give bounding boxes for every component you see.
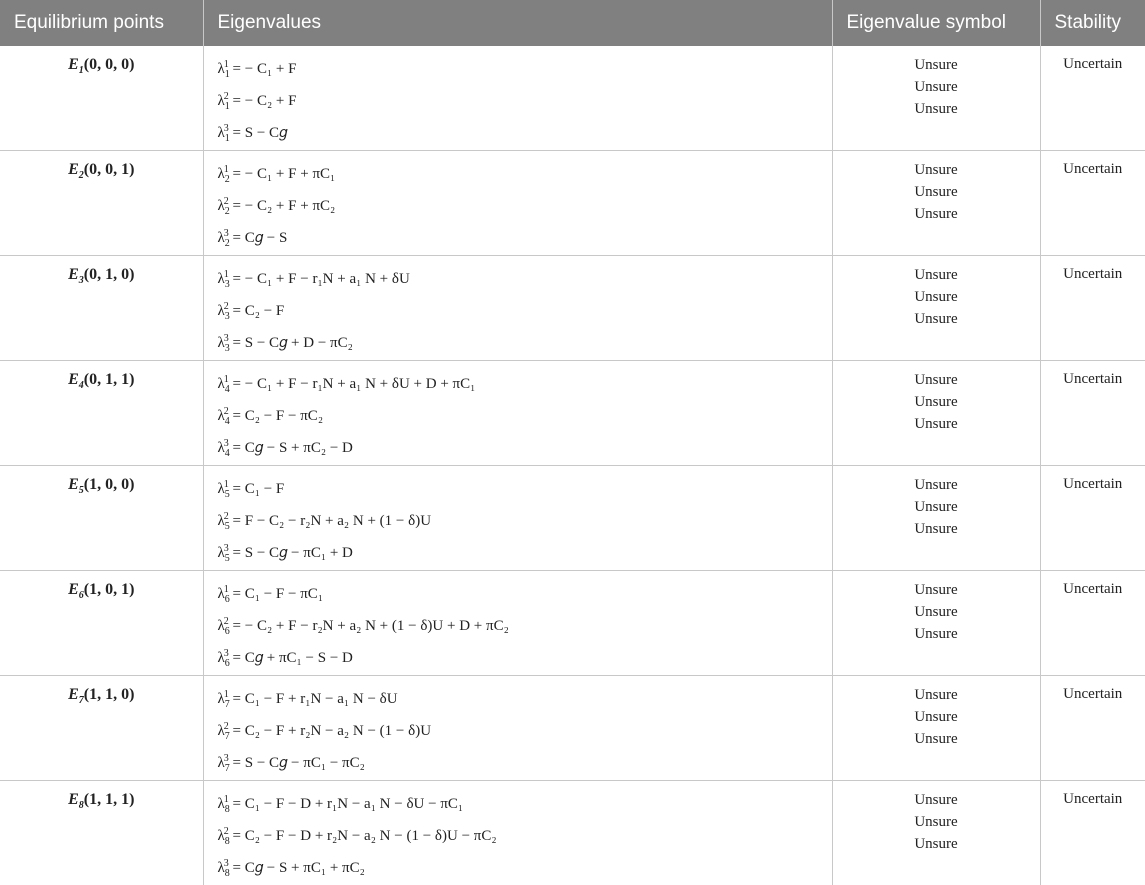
eigenvalue-symbol: Unsure	[833, 728, 1040, 750]
table-row	[0, 46, 1145, 151]
lambda-subscript: 6	[225, 626, 230, 637]
eigenvalue-symbol: Unsure	[833, 518, 1040, 540]
stability-cell: Uncertain	[1040, 151, 1145, 256]
point-letter: E	[68, 266, 79, 283]
eigenvalue-expression: = C₁ − F + r₁N − a₁ N − δU	[229, 691, 398, 707]
point-coordinates: (0, 1, 1)	[84, 371, 135, 388]
equilibrium-point	[0, 256, 203, 361]
eigenvalue-line: $\lambda_5^2 = F - C_2 - r_2N + a_2$ N + (1 − δ)U	[218, 506, 832, 538]
lambda-superscript: 2	[224, 301, 229, 312]
eigenvalue-symbol-cell	[832, 256, 1040, 361]
point-subscript: 1	[79, 65, 84, 76]
lambda-superscript: 3	[224, 123, 229, 134]
eigenvalue-line: $\lambda_2^1$ = − C₁ + F + πC₁	[218, 159, 832, 191]
eigenvalue-expression: = C𝑔 + πC₁ − S − D	[229, 650, 353, 666]
stability-cell: Uncertain	[1040, 781, 1145, 885]
lambda-subscript: 6	[225, 658, 230, 669]
point-coordinates: (0, 1, 0)	[84, 266, 135, 283]
lambda-superscript: 2	[224, 721, 229, 732]
point-subscript: 7	[79, 695, 84, 706]
lambda-superscript: 2	[224, 406, 229, 417]
table-row	[0, 676, 1145, 781]
eigenvalues-cell	[203, 571, 832, 676]
eigenvalue-line: $\lambda_6^3$ = C𝑔 + πC₁ − S − D	[218, 643, 832, 675]
eigenvalue-symbol: Unsure	[833, 579, 1040, 601]
eigenvalue-line: $\lambda_4^1$ = − C₁ + F − r₁N + a₁ N + δU + D + πC₁	[218, 369, 832, 401]
point-coordinates: (1, 1, 0)	[84, 686, 135, 703]
eigenvalue-expression: = C₂ − F − πC₂	[229, 408, 323, 424]
point-coordinates: (1, 0, 0)	[84, 476, 135, 493]
lambda-subscript: 2	[225, 174, 230, 185]
header-stability: Stability	[1040, 0, 1145, 46]
eigenvalue-expression: = − C₁ + F − r₁N + a₁ N + δU + D + πC₁	[229, 376, 476, 392]
eigenvalue-expression: = C₂ − F − D + r₂N − a₂ N − (1 − δ)U − πC₂	[229, 828, 497, 844]
eigenvalue-expression: = S − C𝑔 − πC₁ − πC₂	[229, 755, 365, 771]
equilibrium-point	[0, 151, 203, 256]
lambda-superscript: 3	[224, 333, 229, 344]
eigenvalue-symbol: Unsure	[833, 601, 1040, 623]
lambda-superscript: 1	[224, 584, 229, 595]
equilibrium-point	[0, 361, 203, 466]
eigenvalue-line: $\lambda_6^1 = C_1 - F - \pi C_1$	[218, 579, 832, 611]
table-row	[0, 151, 1145, 256]
eigenvalue-symbol-cell	[832, 151, 1040, 256]
lambda-superscript: 3	[224, 648, 229, 659]
eigenvalue-symbol: Unsure	[833, 833, 1040, 855]
eigenvalue-expression: = C₁ − F − πC₁	[229, 586, 323, 602]
lambda-subscript: 1	[225, 133, 230, 144]
lambda-superscript: 3	[224, 543, 229, 554]
lambda-subscript: 4	[225, 384, 230, 395]
eigenvalue-line: $\lambda_1^3 = S$ − C𝑔	[218, 118, 832, 150]
point-letter: E	[68, 791, 79, 808]
eigenvalue-symbol: Unsure	[833, 286, 1040, 308]
header-row	[0, 0, 1145, 46]
eigenvalue-expression: = C𝑔 − S + πC₁ + πC₂	[229, 860, 365, 876]
eigenvalue-line: $\lambda_4^3$ = C𝑔 − S + πC₂ − D	[218, 433, 832, 465]
eigenvalue-symbol: Unsure	[833, 706, 1040, 728]
point-letter: E	[68, 161, 79, 178]
point-letter: E	[68, 686, 79, 703]
eigenvalue-symbol: Unsure	[833, 98, 1040, 120]
point-coordinates: (0, 0, 0)	[84, 56, 135, 73]
eigenvalue-expression: = − C₂ + F + πC₂	[229, 198, 335, 214]
eigenvalue-symbol-cell	[832, 46, 1040, 151]
lambda-superscript: 2	[224, 196, 229, 207]
eigenvalues-cell	[203, 676, 832, 781]
lambda-subscript: 8	[225, 804, 230, 815]
table-row	[0, 361, 1145, 466]
equilibrium-point	[0, 466, 203, 571]
eigenvalue-line: $\lambda_6^2$ = − C₂ + F − r₂N + a₂ N + (1 − δ)U + D + πC₂	[218, 611, 832, 643]
eigenvalue-symbol: Unsure	[833, 264, 1040, 286]
lambda-subscript: 2	[225, 238, 230, 249]
table-row	[0, 256, 1145, 361]
header-eigenvalues: Eigenvalues	[203, 0, 832, 46]
lambda-superscript: 1	[224, 689, 229, 700]
lambda-subscript: 8	[225, 868, 230, 879]
eigenvalue-expression: = C𝑔 − S + πC₂ − D	[229, 440, 353, 456]
lambda-superscript: 1	[224, 794, 229, 805]
stability-cell: Uncertain	[1040, 466, 1145, 571]
eigenvalue-symbol: Unsure	[833, 181, 1040, 203]
lambda-superscript: 2	[224, 91, 229, 102]
eigenvalue-line: $\lambda_7^2 = C_2 - F + r_2N - a_2$ N − (1 − δ)U	[218, 716, 832, 748]
eigenvalue-line: $\lambda_2^2$ = − C₂ + F + πC₂	[218, 191, 832, 223]
eigenvalue-symbol-cell	[832, 466, 1040, 571]
eigenvalue-expression: = S − C𝑔 + D − πC₂	[229, 335, 353, 351]
header-eigenvalue-symbol: Eigenvalue symbol	[832, 0, 1040, 46]
eigenvalue-line: $\lambda_7^3 = S$ − C𝑔 − πC₁ − πC₂	[218, 748, 832, 780]
eigenvalue-expression: = C₁ − F − D + r₁N − a₁ N − δU − πC₁	[229, 796, 463, 812]
stability-cell: Uncertain	[1040, 676, 1145, 781]
eigenvalue-line: $\lambda_1^1$ = − C₁ + F	[218, 54, 832, 86]
point-coordinates: (0, 0, 1)	[84, 161, 135, 178]
eigenvalue-expression: = S − C𝑔	[229, 125, 288, 141]
stability-cell: Uncertain	[1040, 256, 1145, 361]
point-subscript: 6	[79, 590, 84, 601]
eigenvalue-symbol: Unsure	[833, 474, 1040, 496]
lambda-subscript: 4	[225, 448, 230, 459]
point-subscript: 5	[79, 485, 84, 496]
eigenvalue-expression: = S − C𝑔 − πC₁ + D	[229, 545, 353, 561]
point-letter: E	[68, 476, 79, 493]
lambda-subscript: 8	[225, 836, 230, 847]
eigenvalue-expression: = − C₂ + F − r₂N + a₂ N + (1 − δ)U + D + πC₂	[229, 618, 509, 634]
equilibrium-point	[0, 46, 203, 151]
eigenvalue-symbol-cell	[832, 361, 1040, 466]
eigenvalue-symbol: Unsure	[833, 54, 1040, 76]
eigenvalue-line: $\lambda_5^3 = S$ − C𝑔 − πC₁ + D	[218, 538, 832, 570]
lambda-superscript: 1	[224, 59, 229, 70]
eigenvalue-line: $\lambda_5^1 = C_1 - F$	[218, 474, 832, 506]
eigenvalue-expression: = − C₁ + F	[229, 61, 297, 77]
lambda-superscript: 2	[224, 616, 229, 627]
lambda-subscript: 5	[225, 553, 230, 564]
eigenvalues-cell	[203, 361, 832, 466]
eigenvalues-cell	[203, 466, 832, 571]
table-row	[0, 571, 1145, 676]
point-subscript: 2	[79, 170, 84, 181]
lambda-superscript: 3	[224, 858, 229, 869]
eigenvalue-line: $\lambda_3^2 = C_2 - F$	[218, 296, 832, 328]
lambda-subscript: 4	[225, 416, 230, 427]
point-letter: E	[68, 371, 79, 388]
eigenvalue-line: $\lambda_2^3$ = C𝑔 − S	[218, 223, 832, 255]
point-subscript: 4	[79, 380, 84, 391]
eigenvalue-symbol: Unsure	[833, 76, 1040, 98]
stability-cell: Uncertain	[1040, 571, 1145, 676]
lambda-subscript: 7	[225, 699, 230, 710]
eigenvalue-symbol: Unsure	[833, 369, 1040, 391]
eigenvalue-symbol-cell	[832, 676, 1040, 781]
eigenvalue-expression: = C₂ − F + r₂N − a₂ N − (1 − δ)U	[229, 723, 431, 739]
eigenvalue-expression: = C𝑔 − S	[229, 230, 288, 246]
eigenvalue-line: $\lambda_4^2 = C_2 - F - \pi C_2$	[218, 401, 832, 433]
point-subscript: 8	[79, 800, 84, 811]
equilibrium-point	[0, 781, 203, 885]
eigenvalue-expression: = C₁ − F	[229, 481, 285, 497]
point-coordinates: (1, 0, 1)	[84, 581, 135, 598]
eigenvalue-line: $\lambda_8^3$ = C𝑔 − S + πC₁ + πC₂	[218, 853, 832, 885]
lambda-superscript: 2	[224, 511, 229, 522]
lambda-subscript: 6	[225, 594, 230, 605]
lambda-superscript: 1	[224, 269, 229, 280]
lambda-subscript: 1	[225, 101, 230, 112]
eigenvalue-symbol: Unsure	[833, 413, 1040, 435]
lambda-subscript: 3	[225, 279, 230, 290]
point-letter: E	[68, 56, 79, 73]
eigenvalue-expression: = − C₂ + F	[229, 93, 297, 109]
eigenvalues-cell	[203, 781, 832, 885]
eigenvalue-symbol: Unsure	[833, 308, 1040, 330]
lambda-superscript: 3	[224, 753, 229, 764]
eigenvalue-line: $\lambda_1^2$ = − C₂ + F	[218, 86, 832, 118]
lambda-subscript: 5	[225, 521, 230, 532]
eigenvalue-symbol-cell	[832, 571, 1040, 676]
eigenvalue-expression: = − C₁ + F + πC₁	[229, 166, 335, 182]
eigenvalue-symbol: Unsure	[833, 789, 1040, 811]
equilibrium-point	[0, 676, 203, 781]
eigenvalue-symbol: Unsure	[833, 391, 1040, 413]
header-equilibrium-points: Equilibrium points	[0, 0, 203, 46]
table-row	[0, 466, 1145, 571]
point-subscript: 3	[79, 275, 84, 286]
point-coordinates: (1, 1, 1)	[84, 791, 135, 808]
eigenvalues-cell	[203, 256, 832, 361]
stability-cell: Uncertain	[1040, 361, 1145, 466]
eigenvalue-expression: = C₂ − F	[229, 303, 285, 319]
eigenvalues-cell	[203, 46, 832, 151]
eigenvalue-symbol: Unsure	[833, 159, 1040, 181]
eigenvalue-symbol: Unsure	[833, 496, 1040, 518]
eigenvalues-cell	[203, 151, 832, 256]
lambda-subscript: 3	[225, 343, 230, 354]
point-letter: E	[68, 581, 79, 598]
eigenvalue-symbol: Unsure	[833, 203, 1040, 225]
lambda-subscript: 7	[225, 731, 230, 742]
table-row	[0, 781, 1145, 885]
eigenvalue-line: $\lambda_3^3 = S$ − C𝑔 + D − πC₂	[218, 328, 832, 360]
eigenvalue-symbol: Unsure	[833, 684, 1040, 706]
lambda-subscript: 5	[225, 489, 230, 500]
eigenvalue-line: $\lambda_7^1 = C_1 - F + r_1N - a_1$ N − δU	[218, 684, 832, 716]
lambda-superscript: 3	[224, 438, 229, 449]
eigenvalue-expression: = − C₁ + F − r₁N + a₁ N + δU	[229, 271, 410, 287]
lambda-superscript: 3	[224, 228, 229, 239]
lambda-superscript: 2	[224, 826, 229, 837]
eigenvalue-symbol-cell	[832, 781, 1040, 885]
lambda-subscript: 1	[225, 69, 230, 80]
lambda-superscript: 1	[224, 479, 229, 490]
lambda-subscript: 3	[225, 311, 230, 322]
eigenvalue-symbol: Unsure	[833, 811, 1040, 833]
equilibrium-point	[0, 571, 203, 676]
lambda-subscript: 2	[225, 206, 230, 217]
lambda-superscript: 1	[224, 164, 229, 175]
lambda-superscript: 1	[224, 374, 229, 385]
eigenvalue-line: $\lambda_8^1 = C_1 - F - D + r_1N - a_1$ N − δU − πC₁	[218, 789, 832, 821]
eigenvalue-line: $\lambda_3^1$ = − C₁ + F − r₁N + a₁ N + δU	[218, 264, 832, 296]
lambda-subscript: 7	[225, 763, 230, 774]
table-body	[0, 46, 1145, 885]
eigenvalue-symbol: Unsure	[833, 623, 1040, 645]
eigenvalue-line: $\lambda_8^2 = C_2 - F - D + r_2N - a_2$ N − (1 − δ)U − πC₂	[218, 821, 832, 853]
eigenvalue-expression: = F − C₂ − r₂N + a₂ N + (1 − δ)U	[229, 513, 431, 529]
stability-cell: Uncertain	[1040, 46, 1145, 151]
